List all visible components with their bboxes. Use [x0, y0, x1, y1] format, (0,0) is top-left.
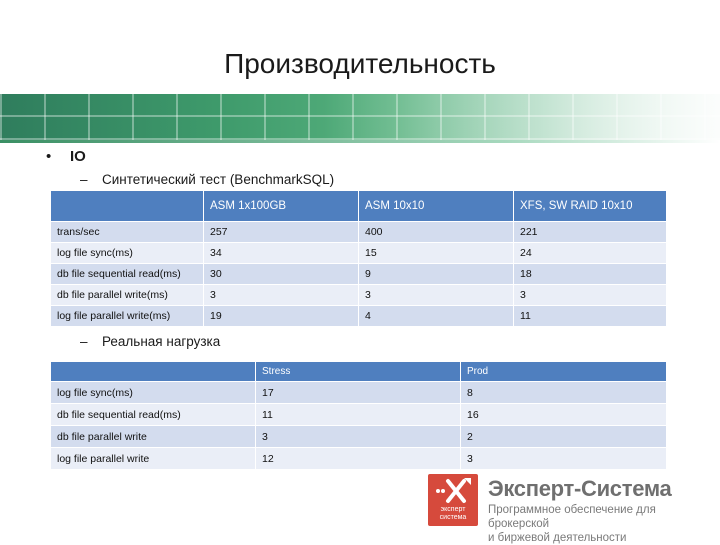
header-cell: Stress [256, 362, 461, 382]
table-row [51, 285, 667, 306]
table-row [51, 426, 667, 448]
row-label: log file sync(ms) [51, 382, 256, 404]
table-row [51, 448, 667, 470]
table-cell: 3 [256, 426, 461, 448]
header-cell: Prod [461, 362, 667, 382]
sub-bullet-synthetic [80, 172, 334, 187]
table-cell: 16 [461, 404, 667, 426]
bullet-io [46, 148, 86, 165]
sub-bullet-real-load-label: Реальная нагрузка [102, 334, 221, 349]
table-cell: 11 [514, 306, 667, 327]
table-row [51, 264, 667, 285]
logo-caption-line: эксперт [440, 506, 466, 513]
sub-bullet-synthetic-label: Синтетический тест (BenchmarkSQL) [102, 172, 335, 187]
slide-title: Производительность [224, 48, 496, 79]
table-cell: 2 [461, 426, 667, 448]
table-cell: 3 [461, 448, 667, 470]
logo-caption [428, 506, 478, 522]
decorative-header-band [0, 94, 720, 140]
table-cell: 34 [204, 243, 359, 264]
table-cell: 8 [461, 382, 667, 404]
logo-tagline [488, 503, 720, 545]
logo-company-name: Эксперт-Система [488, 476, 672, 501]
row-label: db file sequential read(ms) [51, 404, 256, 426]
table-cell: 400 [359, 222, 514, 243]
header-cell: ASM 1x100GB [204, 191, 359, 222]
table-row [51, 222, 667, 243]
row-label: log file parallel write [51, 448, 256, 470]
table-header-row [51, 362, 667, 382]
table-cell: 3 [204, 285, 359, 306]
table-row [51, 306, 667, 327]
company-logo [428, 472, 720, 544]
real-load-table [50, 361, 667, 470]
table-cell: 15 [359, 243, 514, 264]
table-header-row [51, 191, 667, 222]
table-cell: 9 [359, 264, 514, 285]
bullet-io-label: IO [70, 148, 86, 165]
sub-bullet-real-load [80, 334, 220, 349]
row-label: db file sequential read(ms) [51, 264, 204, 285]
table-cell: 12 [256, 448, 461, 470]
table-cell: 257 [204, 222, 359, 243]
table-cell: 17 [256, 382, 461, 404]
header-cell [51, 362, 256, 382]
sub-bullet-dash: – [80, 334, 88, 349]
table-cell: 30 [204, 264, 359, 285]
logo-caption-line: система [439, 514, 467, 521]
table-cell: 24 [514, 243, 667, 264]
logo-tagline-line: Программное обеспечение для брокерской [488, 504, 656, 530]
header-cell: ASM 10x10 [359, 191, 514, 222]
table-row [51, 243, 667, 264]
arrow-cross-mark-icon [434, 476, 472, 506]
table-cell: 3 [514, 285, 667, 306]
table-cell: 19 [204, 306, 359, 327]
row-label: log file parallel write(ms) [51, 306, 204, 327]
table-row [51, 404, 667, 426]
table-cell: 221 [514, 222, 667, 243]
table-cell: 3 [359, 285, 514, 306]
row-label: db file parallel write [51, 426, 256, 448]
table-row [51, 382, 667, 404]
header-cell [51, 191, 204, 222]
logo-emblem [428, 474, 478, 526]
row-label: trans/sec [51, 222, 204, 243]
row-label: log file sync(ms) [51, 243, 204, 264]
table-cell: 18 [514, 264, 667, 285]
header-cell: XFS, SW RAID 10x10 [514, 191, 667, 222]
sub-bullet-dash: – [80, 172, 88, 187]
row-label: db file parallel write(ms) [51, 285, 204, 306]
table-cell: 11 [256, 404, 461, 426]
synthetic-test-table [50, 190, 667, 327]
bullet-dot: • [46, 148, 52, 165]
logo-tagline-line: и биржевой деятельности [488, 532, 627, 544]
table-cell: 4 [359, 306, 514, 327]
